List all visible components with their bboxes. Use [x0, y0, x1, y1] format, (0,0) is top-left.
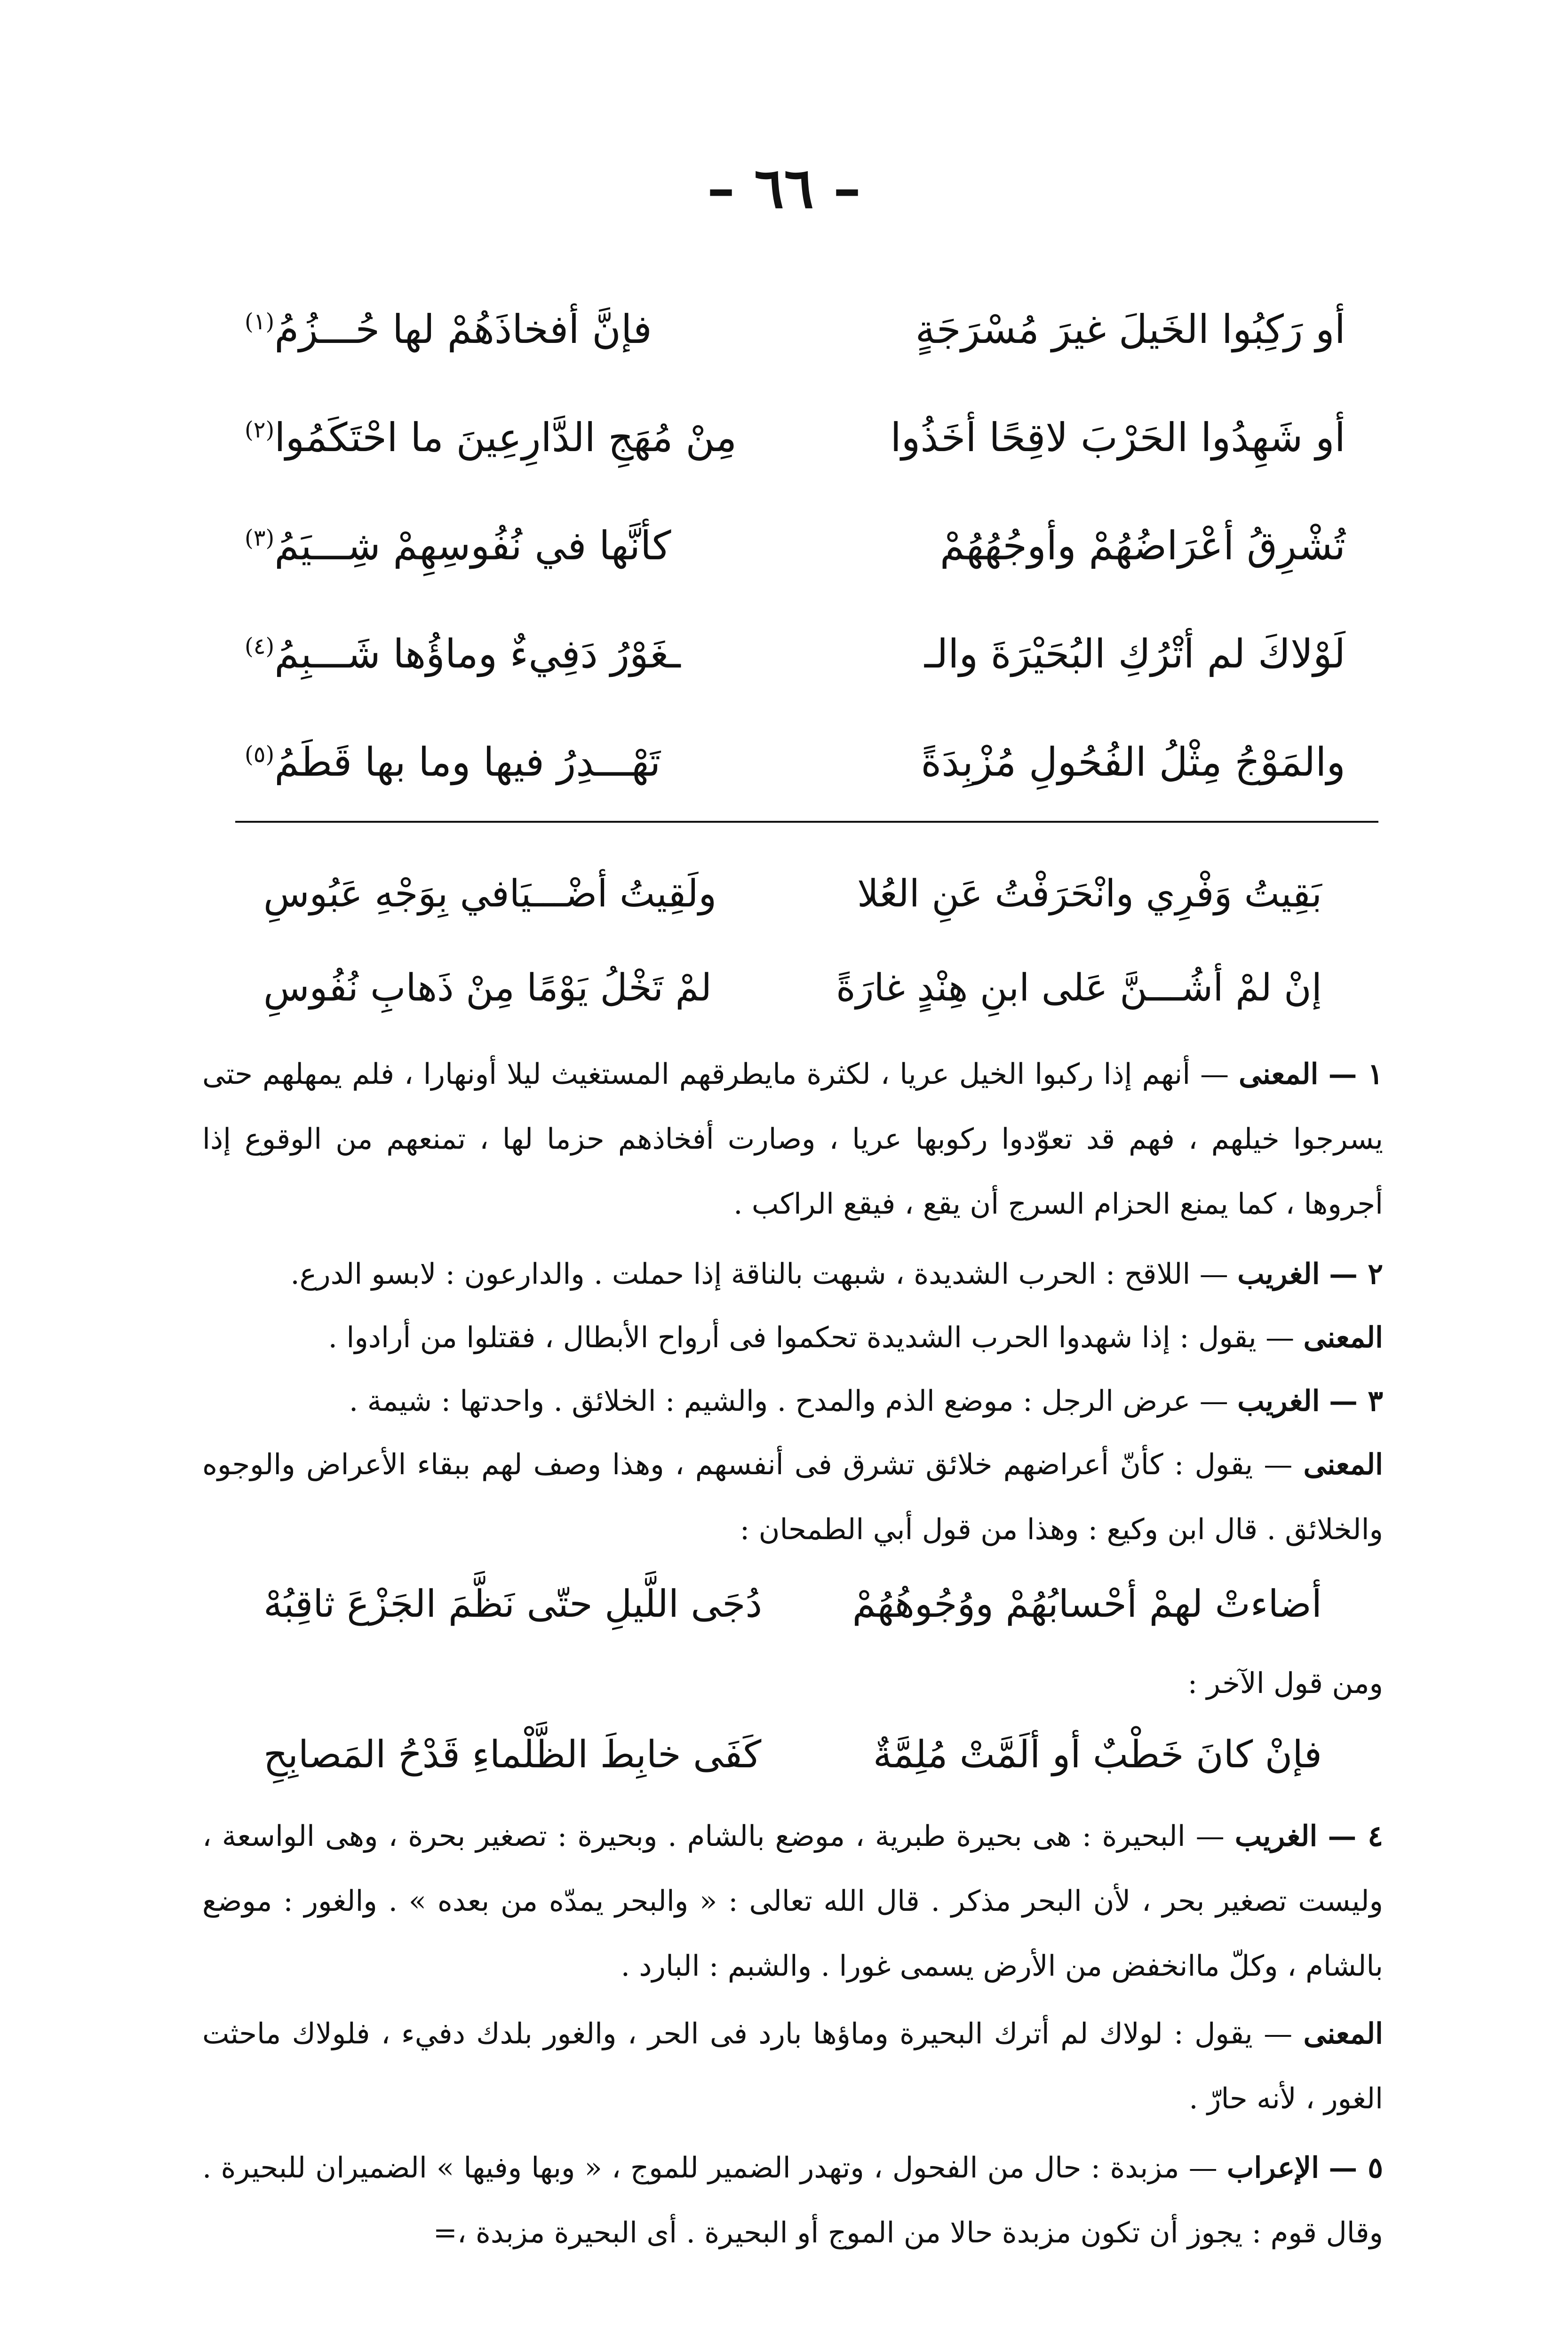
poem-verse-1: [245, 282, 1345, 376]
note-text: — البحيرة : هى بحيرة طبرية ، موضع بالشام . وبحيرة : تصغير بحرة ، وهى الواسعة ، وليست تصغير بحر ، لأن البحر مذكر . قال الله تعالى : « والبحر يمدّه من بعده » . والغور : موضع بالشام ، وكلّ ماانخفض من الأرض يسمى غورا . والشبم : البارد .: [202, 1820, 1383, 1983]
note-3-vocabulary: [202, 1369, 1383, 1434]
note-label: المعنى: [1303, 1448, 1383, 1481]
other-poet-intro: ومن قول الآخر :: [1187, 1667, 1383, 1700]
note-text: — أنهم إذا ركبوا الخيل عريا ، لكثرة مايطرقهم المستغيث ليلا أونهارا ، فلم يمهلهم حتى يسرجوا خيلهم ، فهم قد تعوّدوا ركوبها عريا ، وصارت أفخاذهم حزما لها ، تمنعهم من الوقوع إذا أجروها ، كما يمنع الحزام السرج أن يقع ، فيقع الراكب .: [202, 1057, 1383, 1221]
verse-first-hemistich: إنْ لمْ أشُـــنَّ عَلى ابنِ هِنْدٍ غارَةً: [836, 966, 1322, 1009]
poem-verse-4: [245, 607, 1345, 701]
verse-first-hemistich: لَوْلاكَ لم أتْرُكِ البُحَيْرَةَ والـ: [924, 630, 1345, 677]
verse-first-hemistich: أو رَكِبُوا الخَيلَ غيرَ مُسْرَجَةٍ: [915, 306, 1345, 352]
note-label: المعنى: [1303, 2017, 1384, 2050]
note-4-meaning: [202, 2002, 1383, 2131]
note-label: الغريب: [1237, 1257, 1320, 1291]
verse-second-text: فإنَّ أفخاذَهُمْ لها حُـــزُمُ: [274, 306, 652, 352]
verse-second-hemistich: كَفَى خابِطَ الظَّلْماءِ قَدْحُ المَصابِحِ: [263, 1732, 762, 1776]
verse-second-hemistich: لمْ تَخْلُ يَوْمًا مِنْ ذَهابِ نُفُوسِ: [263, 966, 712, 1009]
verse-second-hemistich: [245, 416, 786, 459]
poem-verse-3: [245, 499, 1345, 593]
note-2-vocabulary: [202, 1242, 1383, 1307]
verse-first-hemistich: والمَوْجُ مِثْلُ الفُحُولِ مُزْبِدَةً: [921, 739, 1345, 785]
verse-first-hemistich: أضاءتْ لهمْ أحْسابُهُمْ ووُجُوهُهُمْ: [852, 1582, 1322, 1626]
cited-verse-1: [263, 851, 1322, 936]
note-label: الغريب: [1237, 1384, 1320, 1418]
verse-second-hemistich: [245, 308, 786, 351]
verse-first-hemistich: فإنْ كانَ خَطْبٌ أو ألَمَّتْ مُلِمَّةٌ: [873, 1732, 1322, 1776]
note-text: — يقول : كأنّ أعراضهم خلائق تشرق فى أنفسهم ، وهذا وصف لهم ببقاء الأعراض والوجوه والخلائق . قال ابن وكيع : وهذا من قول أبي الطمحان :: [202, 1448, 1383, 1546]
note-text: — مزبدة : حال من الفحول ، وتهدر الضمير للموج ، « وبها وفيها » الضميران للبحيرة . وقال قوم : يجوز أن تكون مزبدة حالا من الموج أو البحيرة . أى البحيرة مزبدة ،=: [202, 2151, 1383, 2249]
poem-verse-5: [245, 715, 1345, 809]
note-number: ٥ —: [1329, 2151, 1384, 2185]
verse-second-hemistich: ولَقِيتُ أضْـــيَافي بِوَجْهِ عَبُوسِ: [263, 872, 717, 915]
verse-second-text: مِنْ مُهَجِ الدَّارِعِينَ ما احْتَكَمُوا: [274, 414, 737, 461]
note-number: ٣ —: [1329, 1384, 1383, 1418]
verse-second-hemistich: [245, 524, 786, 567]
verse-first-hemistich: أو شَهِدُوا الحَرْبَ لاقِحًا أخَذُوا: [890, 414, 1345, 461]
footnote-marker: (٤): [245, 633, 275, 660]
verse-second-hemistich: دُجَى اللَّيلِ حتّى نَظَّمَ الجَزْعَ ثاقِبُهْ: [263, 1582, 763, 1626]
note-label: الإعراب: [1226, 2151, 1320, 2185]
note-label: الغريب: [1234, 1820, 1318, 1853]
verse-second-text: ـغَوْرُ دَفِيءٌ وماؤُها شَـــبِمُ: [274, 630, 681, 677]
note-number: ١ —: [1328, 1057, 1383, 1091]
note-1-meaning: [202, 1042, 1383, 1237]
footnote-marker: (١): [245, 308, 275, 335]
note-text: — يقول : إذا شهدوا الحرب الشديدة تحكموا فى أرواح الأبطال ، فقتلوا من أرادوا .: [328, 1321, 1295, 1354]
note-label: المعنى: [1303, 1321, 1383, 1354]
note-number: ٢ —: [1329, 1257, 1383, 1291]
footnote-marker: (٢): [245, 416, 275, 443]
footnote-divider: [235, 821, 1378, 823]
verse-second-text: كأنَّها في نُفُوسِهِمْ شِـــيَمُ: [274, 522, 671, 569]
verse-second-hemistich: [245, 632, 786, 675]
quoted-verse-other: [263, 1712, 1322, 1797]
verse-first-hemistich: بَقِيتُ وَفْرِي وانْحَرَفْتُ عَنِ العُلا: [857, 872, 1322, 915]
quoted-verse-abu-al-tamahan: [263, 1562, 1322, 1646]
page-number: – ٦٦ –: [707, 155, 861, 221]
note-2-meaning: [202, 1305, 1383, 1370]
footnote-marker: (٣): [245, 524, 275, 551]
note-number: ٤ —: [1328, 1820, 1384, 1853]
poem-verse-2: [245, 390, 1345, 485]
note-text: — عرض الرجل : موضع الذم والمدح . والشيم : الخلائق . واحدتها : شيمة .: [349, 1384, 1228, 1418]
verse-second-text: تَهْـــدِرُ فيها وما بها قَطَمُ: [274, 739, 661, 785]
cited-verse-2: [263, 946, 1322, 1030]
note-3-meaning: [202, 1432, 1383, 1562]
note-label: المعنى: [1239, 1057, 1319, 1091]
note-4-vocabulary: [202, 1804, 1383, 1999]
verse-first-hemistich: تُشْرِقُ أعْرَاضُهُمْ وأوجُهُهُمْ: [939, 522, 1345, 569]
verse-second-hemistich: [245, 740, 786, 784]
footnote-marker: (٥): [245, 741, 275, 768]
note-text: — اللاقح : الحرب الشديدة ، شبهت بالناقة إذا حملت . والدارعون : لابسو الدرع.: [290, 1257, 1228, 1291]
note-5-grammar: [202, 2136, 1383, 2265]
note-text: — يقول : لولاك لم أترك البحيرة وماؤها بارد فى الحر ، والغور بلدك دفيء ، فلولاك ماحثت الغور ، لأنه حارّ .: [202, 2017, 1383, 2115]
